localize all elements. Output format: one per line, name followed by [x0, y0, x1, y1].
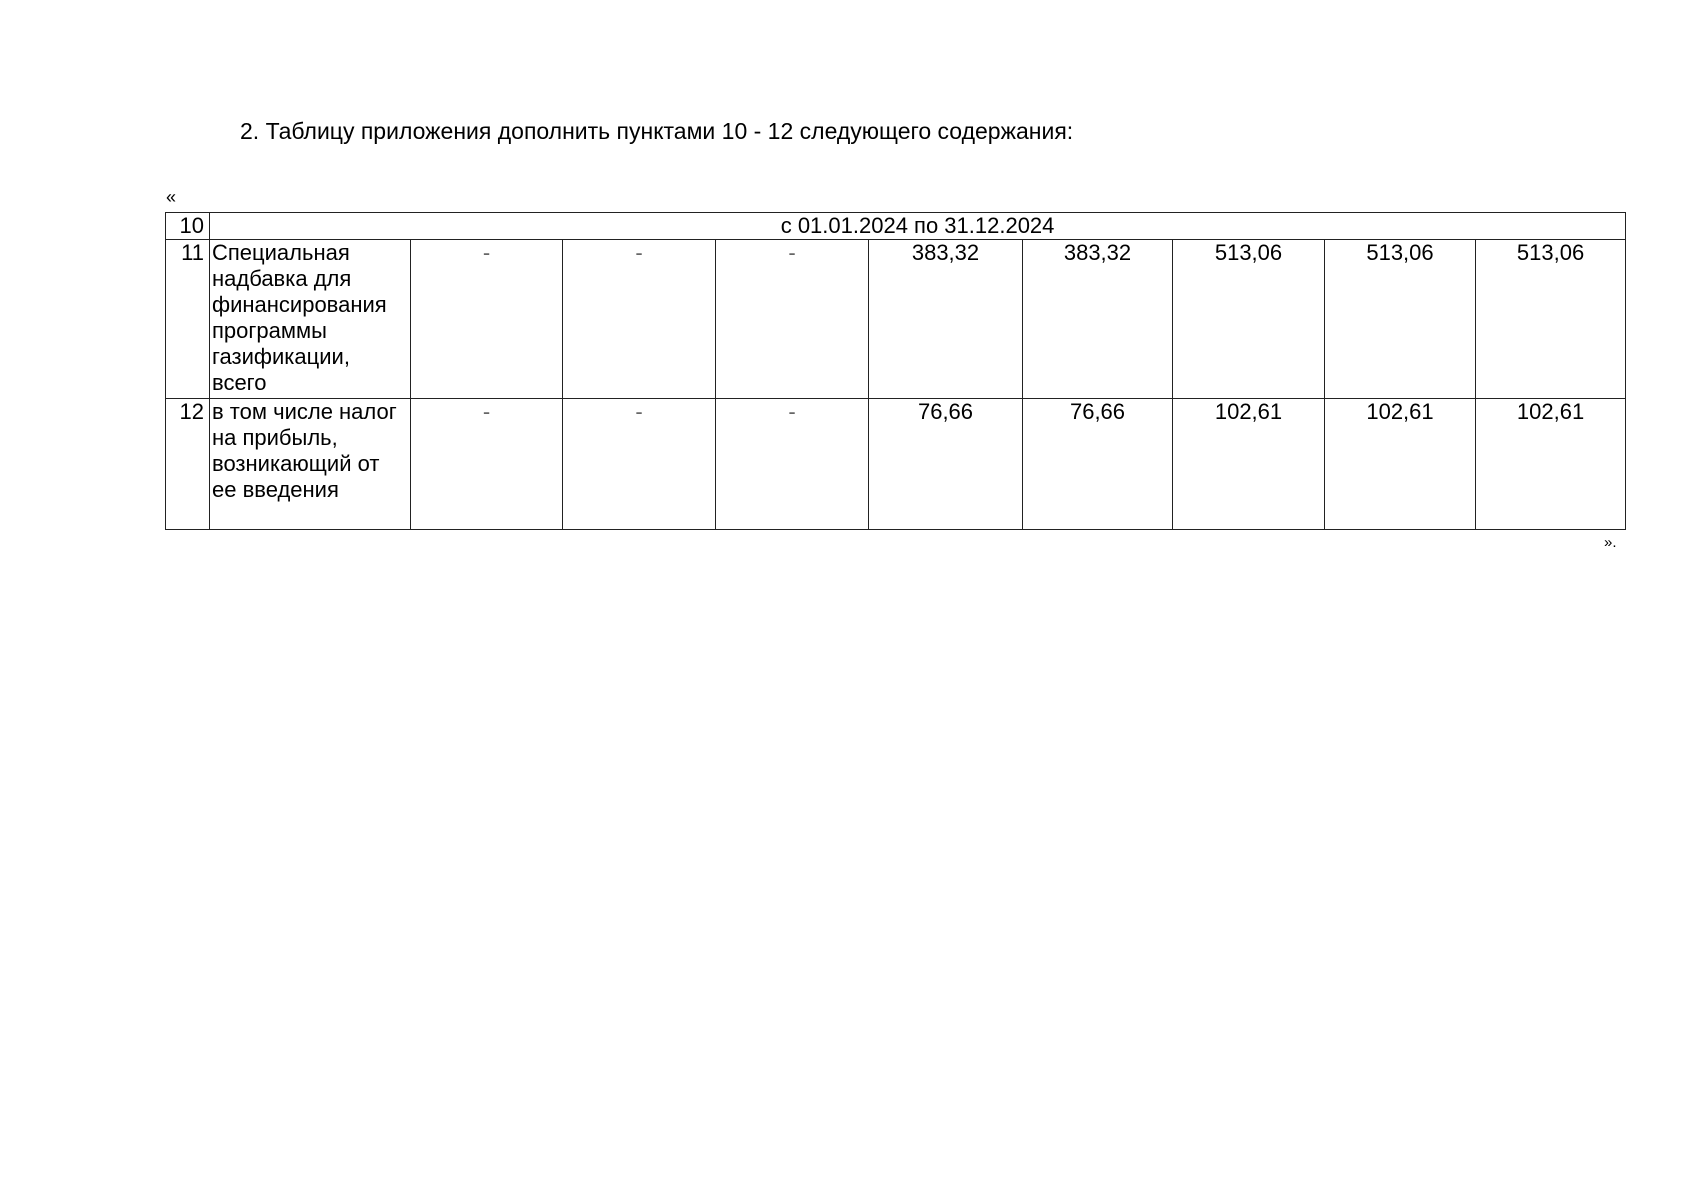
closing-quote-mark: ».	[1604, 534, 1617, 551]
intro-paragraph: 2. Таблицу приложения дополнить пунктами 10 - 12 следующего содержания:	[240, 118, 1074, 144]
row-number: 10	[166, 213, 210, 240]
opening-quote-mark: «	[166, 187, 177, 207]
value-cell: 513,06	[1325, 240, 1476, 399]
appendix-table	[165, 212, 1626, 530]
row-name: в том числе налог на прибыль, возникающий от ее введения	[210, 399, 411, 530]
table-row-11	[166, 240, 1626, 399]
row-number: 11	[166, 240, 210, 399]
period-cell: с 01.01.2024 по 31.12.2024	[210, 213, 1626, 240]
row-number: 12	[166, 399, 210, 530]
value-cell: -	[563, 399, 716, 530]
value-cell: -	[411, 399, 563, 530]
value-cell: 102,61	[1325, 399, 1476, 530]
value-cell: -	[716, 399, 869, 530]
value-cell: -	[716, 240, 869, 399]
value-cell: 513,06	[1476, 240, 1626, 399]
value-cell: -	[563, 240, 716, 399]
table-row-12	[166, 399, 1626, 530]
value-cell: 102,61	[1173, 399, 1325, 530]
value-cell: 76,66	[1023, 399, 1173, 530]
value-cell: -	[411, 240, 563, 399]
value-cell: 383,32	[869, 240, 1023, 399]
value-cell: 102,61	[1476, 399, 1626, 530]
row-name: Специальная надбавка для финансирования программы газификации, всего	[210, 240, 411, 399]
value-cell: 513,06	[1173, 240, 1325, 399]
table-row-10	[166, 213, 1626, 240]
value-cell: 76,66	[869, 399, 1023, 530]
value-cell: 383,32	[1023, 240, 1173, 399]
